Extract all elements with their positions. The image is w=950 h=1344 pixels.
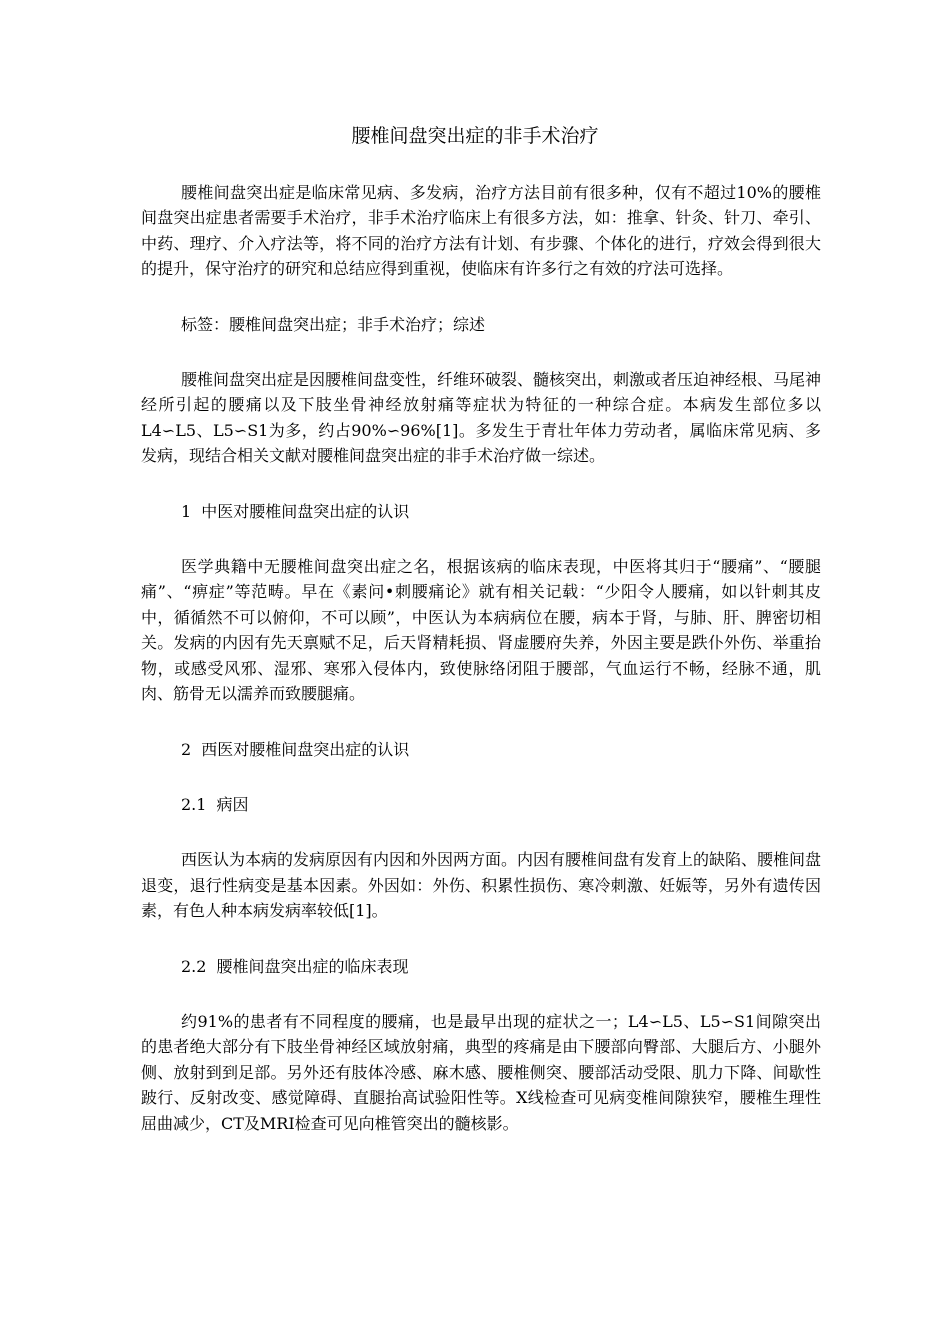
section-2-1-heading	[141, 792, 821, 817]
section-2-2-paragraph: 约91%的患者有不同程度的腰痛，也是最早出现的症状之一；L4∽L5、L5∽S1间隙突出的患者绝大部分有下肢坐骨神经区域放射痛，典型的疼痛是由下腰部向臀部、大腿后方、小腿外侧、放射到到足部。另外还有肢体冷感、麻木感、腰椎侧突、腰部活动受限、肌力下降、间歇性跛行、反射改变、感觉障碍、直腿抬高试验阳性等。X线检查可见病变椎间隙狭窄，腰椎生理性屈曲减少，CT及MRI检查可见向椎管突出的髓核影。	[141, 1011, 821, 1133]
section-1-title: 中医对腰椎间盘突出症的认识	[201, 501, 410, 521]
section-2-1-title: 病因	[216, 794, 249, 814]
section-2-1-number: 2.1	[181, 794, 207, 814]
keywords-line: 标签：腰椎间盘突出症；非手术治疗；综述	[181, 314, 486, 334]
section-2-title: 西医对腰椎间盘突出症的认识	[201, 739, 410, 759]
section-1-heading	[141, 499, 821, 524]
section-1-number: 1	[181, 501, 192, 521]
section-2-2-number: 2.2	[181, 956, 207, 976]
abstract-paragraph: 腰椎间盘突出症是临床常见病、多发病，治疗方法目前有很多种，仅有不超过10%的腰椎间盘突出症患者需要手术治疗，非手术治疗临床上有很多方法，如：推拿、针灸、针刀、牵引、中药、理疗、介入疗法等，将不同的治疗方法有计划、有步骤、个体化的进行，疗效会得到很大的提升，保守治疗的研究和总结应得到重视，使临床有许多行之有效的疗法可选择。	[141, 183, 821, 279]
section-2-number: 2	[181, 739, 192, 759]
document-title: 腰椎间盘突出症的非手术治疗	[351, 125, 599, 147]
section-2-2-title: 腰椎间盘突出症的临床表现	[216, 956, 409, 976]
section-2-2-heading	[141, 954, 821, 979]
intro-paragraph: 腰椎间盘突出症是因腰椎间盘变性，纤维环破裂、髓核突出，刺激或者压迫神经根、马尾神经所引起的腰痛以及下肢坐骨神经放射痛等症状为特征的一种综合症。本病发生部位多以L4∽L5、L5∽S1为多，约占90%∽96%[1]。多发生于青壮年体力劳动者，属临床常见病、多发病，现结合相关文献对腰椎间盘突出症的非手术治疗做一综述。	[141, 370, 822, 466]
document-body	[141, 180, 821, 1166]
section-2-heading	[141, 737, 821, 762]
section-1-paragraph: 医学典籍中无腰椎间盘突出症之名，根据该病的临床表现，中医将其归于“腰痛”、“腰腿痛”、“痹症”等范畴。早在《素问•刺腰痛论》就有相关记载：“少阳令人腰痛，如以针刺其皮中，循循然不可以俯仰，不可以顾”，中医认为本病病位在腰，病本于肾，与肺、肝、脾密切相关。发病的内因有先天禀赋不足，后天肾精耗损、肾虚腰府失养，外因主要是跌仆外伤、举重抬物，或感受风邪、湿邪、寒邪入侵体内，致使脉络闭阻于腰部，气血运行不畅，经脉不通，肌肉、筋骨无以濡养而致腰腿痛。	[141, 557, 821, 704]
section-2-1-paragraph: 西医认为本病的发病原因有内因和外因两方面。内因有腰椎间盘有发育上的缺陷、腰椎间盘退变，退行性病变是基本因素。外因如：外伤、积累性损伤、寒冷刺激、妊娠等，另外有遗传因素，有色人种本病发病率较低[1]。	[141, 850, 822, 921]
